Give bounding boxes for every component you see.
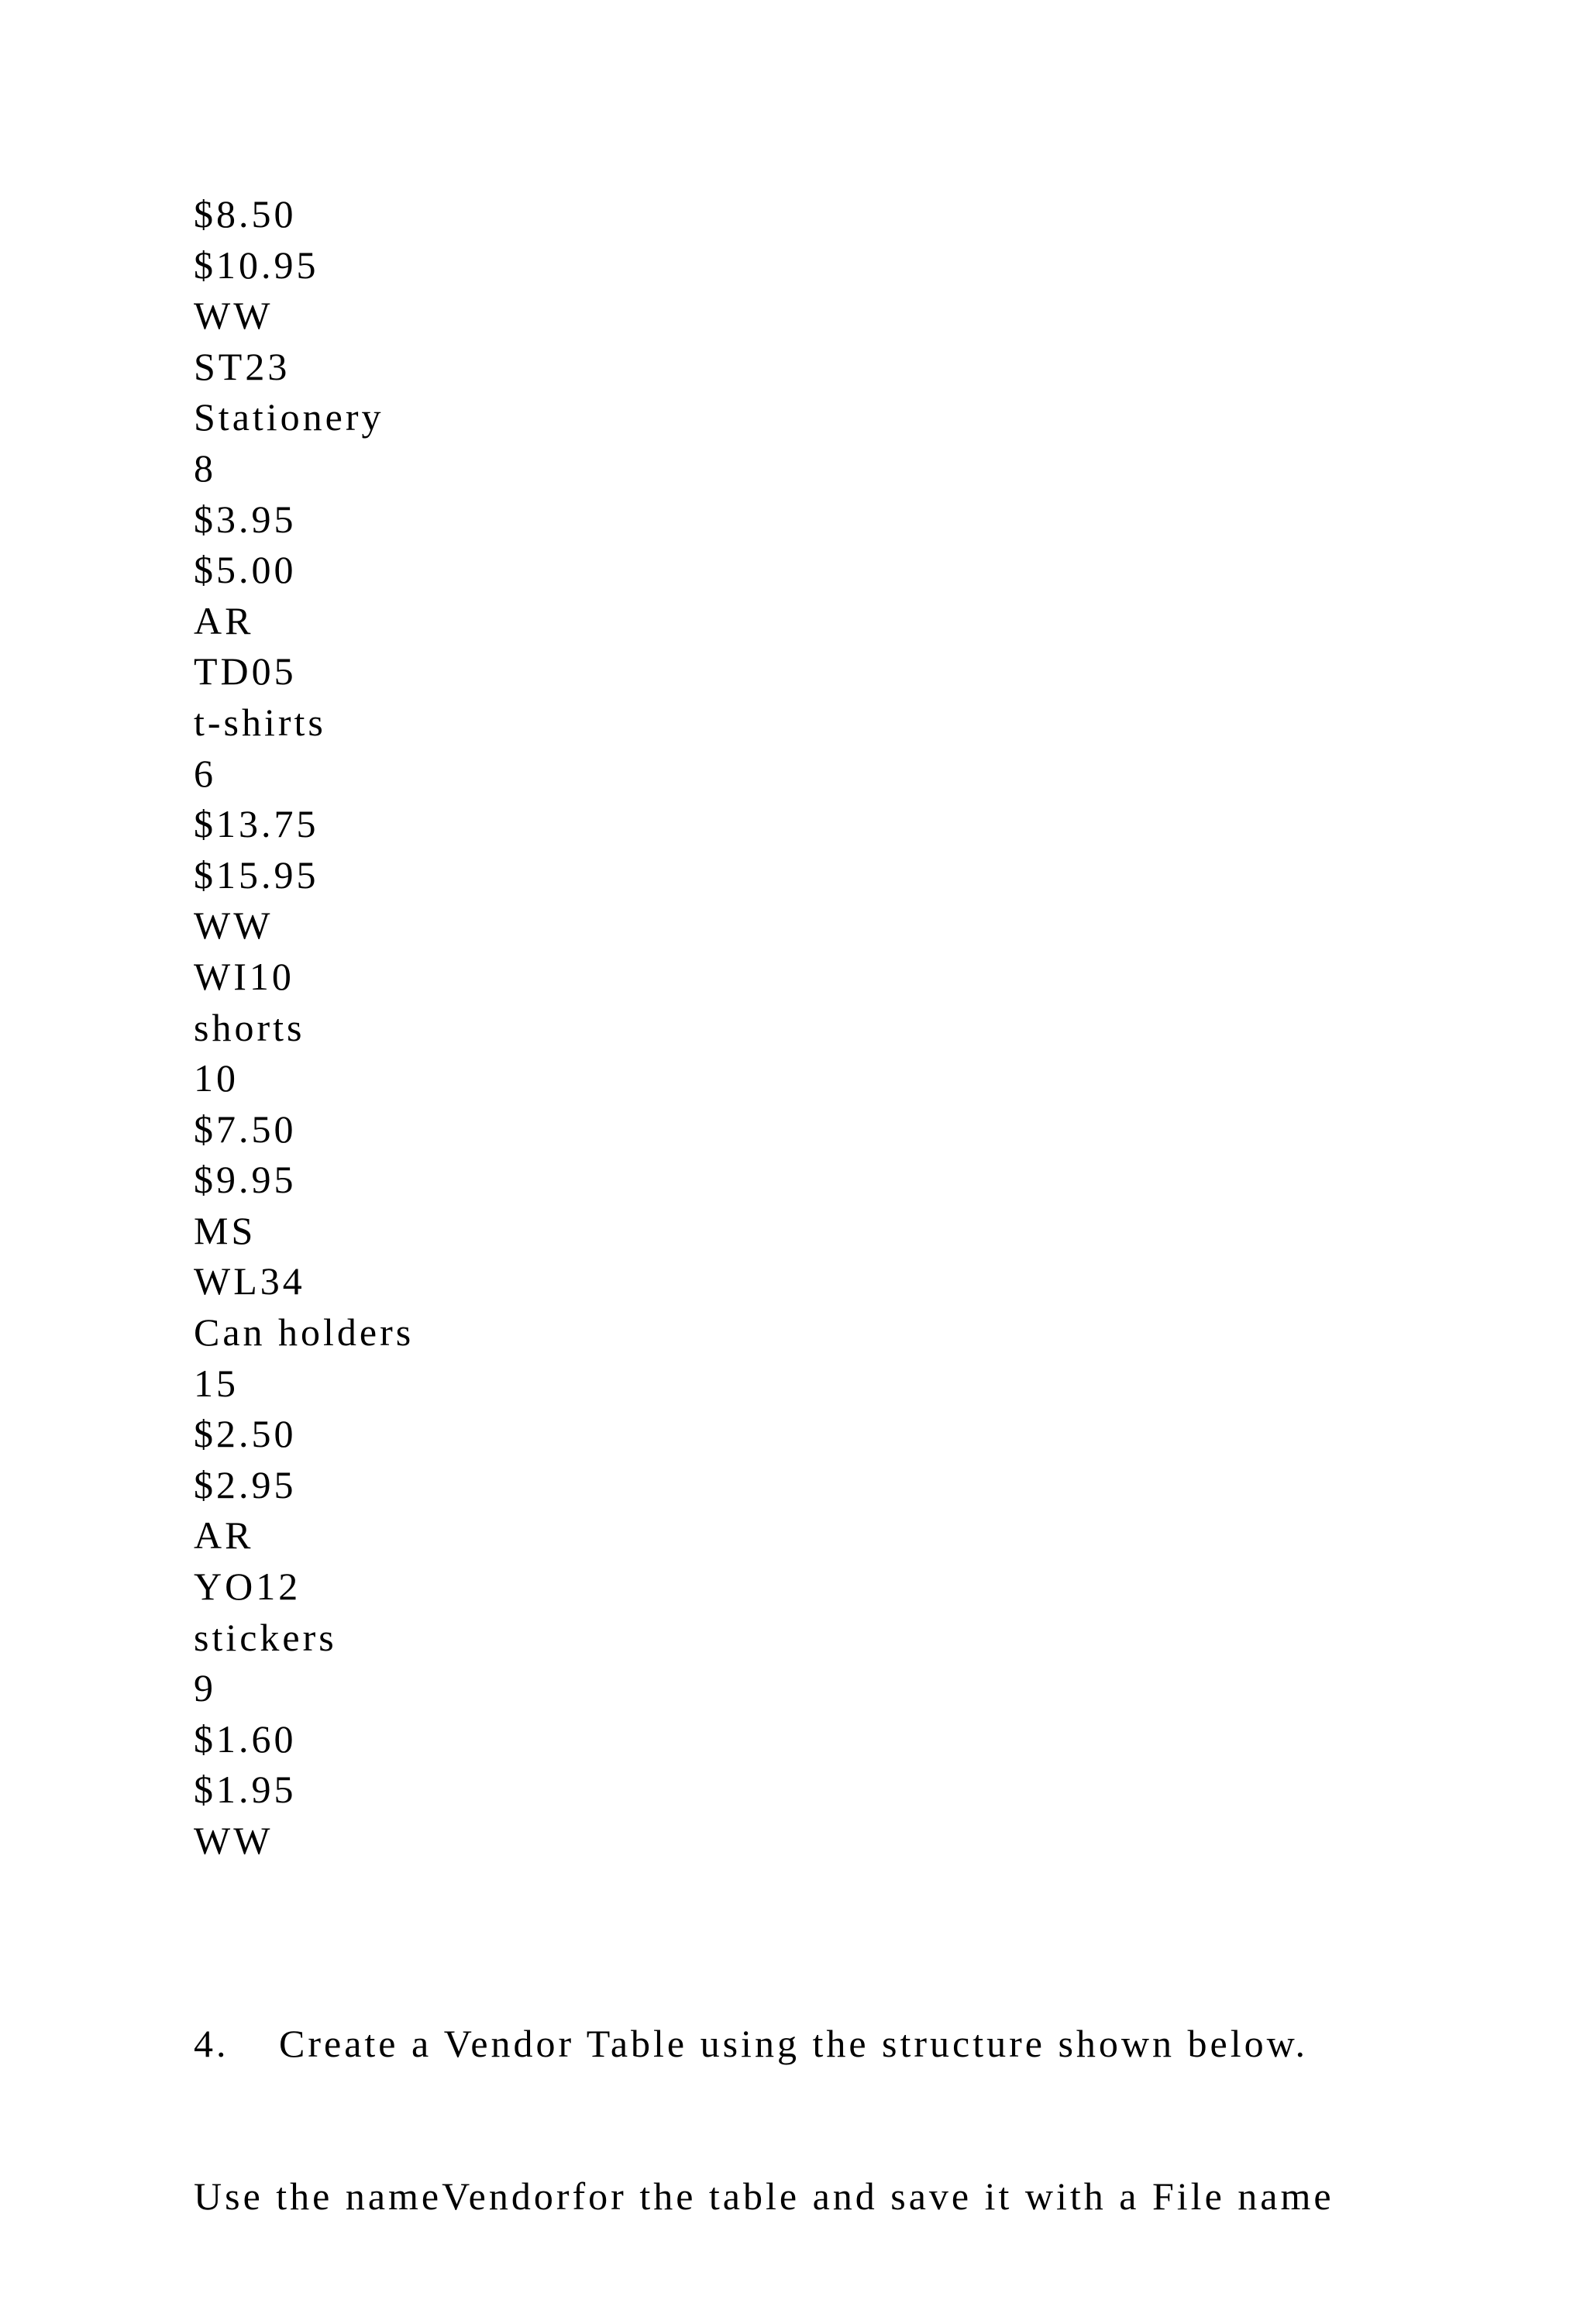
text-line: $2.95 (194, 1462, 297, 1506)
text-line: 6 (194, 751, 216, 795)
text-line: AR (194, 598, 254, 642)
text-line: t-shirts (194, 700, 326, 744)
text-line: ST23 (194, 344, 291, 388)
text-line: YO12 (194, 1565, 301, 1609)
text-line: WW (194, 904, 274, 948)
text-line: WW (194, 294, 274, 338)
text-line: 8 (194, 446, 216, 490)
text-line: $8.50 (194, 192, 297, 236)
text-line: $5.00 (194, 548, 297, 592)
text-line: $2.50 (194, 1412, 297, 1456)
text-line: $13.75 (194, 802, 319, 846)
text-line: MS (194, 1208, 256, 1252)
text-line: $1.60 (194, 1716, 297, 1761)
instruction-line-1 (194, 2019, 1558, 2070)
instruction-line-2: Use the nameVendorfor the table and save it with a File name (194, 2174, 1334, 2219)
text-line: $1.95 (194, 1768, 297, 1812)
instruction-text-1: Create a Vendor Table using the structure shown below. (279, 2022, 1308, 2066)
text-line: 9 (194, 1666, 216, 1710)
paragraph-gap (194, 1867, 1558, 1918)
text-line: WL34 (194, 1259, 305, 1303)
text-line: 10 (194, 1056, 239, 1100)
instruction-number: 4. (194, 2022, 229, 2066)
instruction-paragraph (194, 1917, 1558, 2324)
text-line: AR (194, 1513, 254, 1558)
text-line: $15.95 (194, 852, 319, 897)
text-line: WI10 (194, 954, 294, 998)
text-line: 15 (194, 1361, 239, 1405)
text-line: Can holders (194, 1310, 415, 1355)
text-line: stickers (194, 1615, 337, 1659)
text-line: Stationery (194, 395, 384, 439)
text-line: WW (194, 1819, 274, 1862)
document-page (194, 189, 1558, 2324)
text-line: $3.95 (194, 497, 297, 541)
data-lines-list (194, 189, 1558, 1867)
text-line: $7.50 (194, 1107, 297, 1151)
text-line: TD05 (194, 649, 297, 694)
text-line: shorts (194, 1005, 305, 1049)
text-line: $9.95 (194, 1158, 297, 1202)
text-line: $10.95 (194, 243, 319, 287)
